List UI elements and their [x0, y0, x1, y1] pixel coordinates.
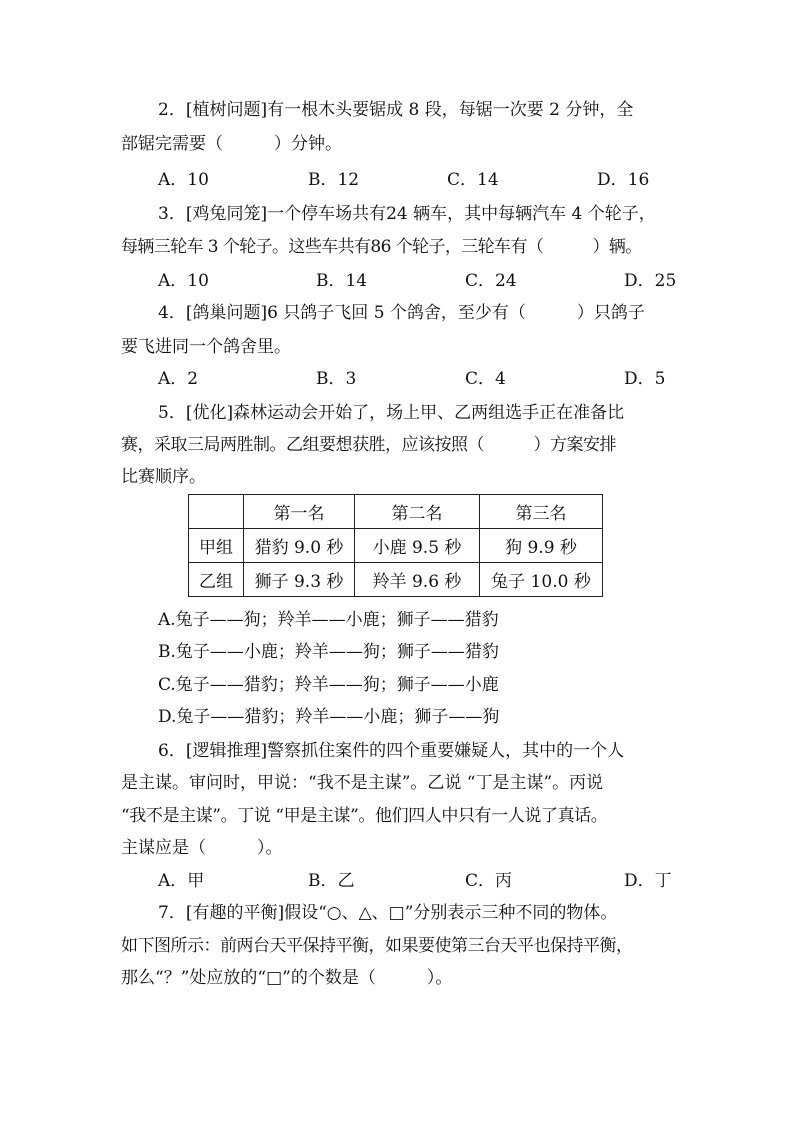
- question-5-option-c: C.兔子——猎豹；羚羊——狗；狮子——小鹿: [158, 675, 499, 695]
- question-2-option-a: A．10: [158, 170, 209, 190]
- question-2-line-1: 2．[植树问题]有一根木头要锯成 8 段，每锯一次要 2 分钟，全: [158, 100, 634, 120]
- question-3-option-b: B．14: [316, 271, 368, 291]
- question-4-option-a: A．2: [158, 369, 199, 389]
- question-5-option-a: A.兔子——狗；羚羊——小鹿；狮子——猎豹: [158, 610, 499, 630]
- question-3-option-c: C．24: [465, 271, 517, 291]
- table-cell: 兔子 10.0 秒: [480, 563, 603, 597]
- table-header-row: [189, 495, 603, 529]
- table-header-cell: 第一名: [244, 495, 355, 529]
- question-7-line-3: 那么“？”处应放的“□”的个数是（ ）。: [121, 968, 453, 988]
- question-2-option-c: C．14: [447, 170, 499, 190]
- question-6-line-4: 主谋应是（ ）。: [121, 838, 283, 858]
- table-cell: 小鹿 9.5 秒: [355, 529, 480, 563]
- table-row: [189, 529, 603, 563]
- question-5-option-d: D.兔子——猎豹；羚羊——小鹿；狮子——狗: [158, 707, 500, 727]
- question-6-line-2: 是主谋。审问时，甲说：“我不是主谋”。乙说 “丁是主谋”。丙说: [121, 773, 604, 793]
- table-header-cell: 第二名: [355, 495, 480, 529]
- question-4-option-b: B．3: [316, 369, 357, 389]
- question-5-line-2: 赛，采取三局两胜制。乙组要想获胜，应该按照（ ）方案安排: [121, 435, 616, 455]
- question-4-line-2: 要飞进同一个鸽舍里。: [121, 337, 291, 357]
- table-corner-cell: [189, 495, 244, 529]
- question-7-line-1: 7．[有趣的平衡]假设“○、△、□”分别表示三种不同的物体。: [158, 903, 618, 923]
- question-2-option-d: D．16: [597, 170, 650, 190]
- question-7-line-2: 如下图所示：前两台天平保持平衡，如果要使第三台天平也保持平衡，: [121, 936, 633, 956]
- table-row: [189, 563, 603, 597]
- question-3-option-a: A．10: [158, 271, 209, 291]
- question-5-option-b: B.兔子——小鹿；羚羊——狗；狮子——猎豹: [158, 642, 499, 662]
- question-3-option-d: D．25: [624, 271, 677, 291]
- table-row-label: 甲组: [189, 529, 244, 563]
- question-2-line-2: 部锯完需要（ ）分钟。: [121, 134, 342, 154]
- table-row-label: 乙组: [189, 563, 244, 597]
- question-6-line-3: “我不是主谋”。丁说 “甲是主谋”。他们四人中只有一人说了真话。: [121, 806, 608, 826]
- race-results-table: [188, 494, 603, 597]
- question-2-option-b: B．12: [308, 170, 360, 190]
- question-6-option-c: C．丙: [465, 871, 513, 891]
- question-3-line-1: 3．[鸡兔同笼]一个停车场共有24 辆车，其中每辆汽车 4 个轮子，: [158, 204, 656, 224]
- question-5-line-3: 比赛顺序。: [121, 467, 206, 487]
- table-cell: 狮子 9.3 秒: [244, 563, 355, 597]
- question-4-line-1: 4．[鸽巢问题]6 只鸽子飞回 5 个鸽舍，至少有（ ）只鸽子: [158, 303, 645, 323]
- question-6-option-b: B．乙: [308, 871, 355, 891]
- question-5-line-1: 5．[优化]森林运动会开始了，场上甲、乙两组选手正在准备比: [158, 403, 625, 423]
- table-header-cell: 第三名: [480, 495, 603, 529]
- question-6-option-a: A．甲: [158, 871, 205, 891]
- question-4-option-d: D．5: [624, 369, 666, 389]
- question-6-option-d: D．丁: [624, 871, 672, 891]
- table-cell: 猎豹 9.0 秒: [244, 529, 355, 563]
- question-3-line-2: 每辆三轮车 3 个轮子。这些车共有86 个轮子，三轮车有（ ）辆。: [121, 237, 642, 257]
- table-cell: 狗 9.9 秒: [480, 529, 603, 563]
- question-4-option-c: C．4: [465, 369, 506, 389]
- question-6-line-1: 6．[逻辑推理]警察抓住案件的四个重要嫌疑人，其中的一个人: [158, 741, 625, 761]
- table-cell: 羚羊 9.6 秒: [355, 563, 480, 597]
